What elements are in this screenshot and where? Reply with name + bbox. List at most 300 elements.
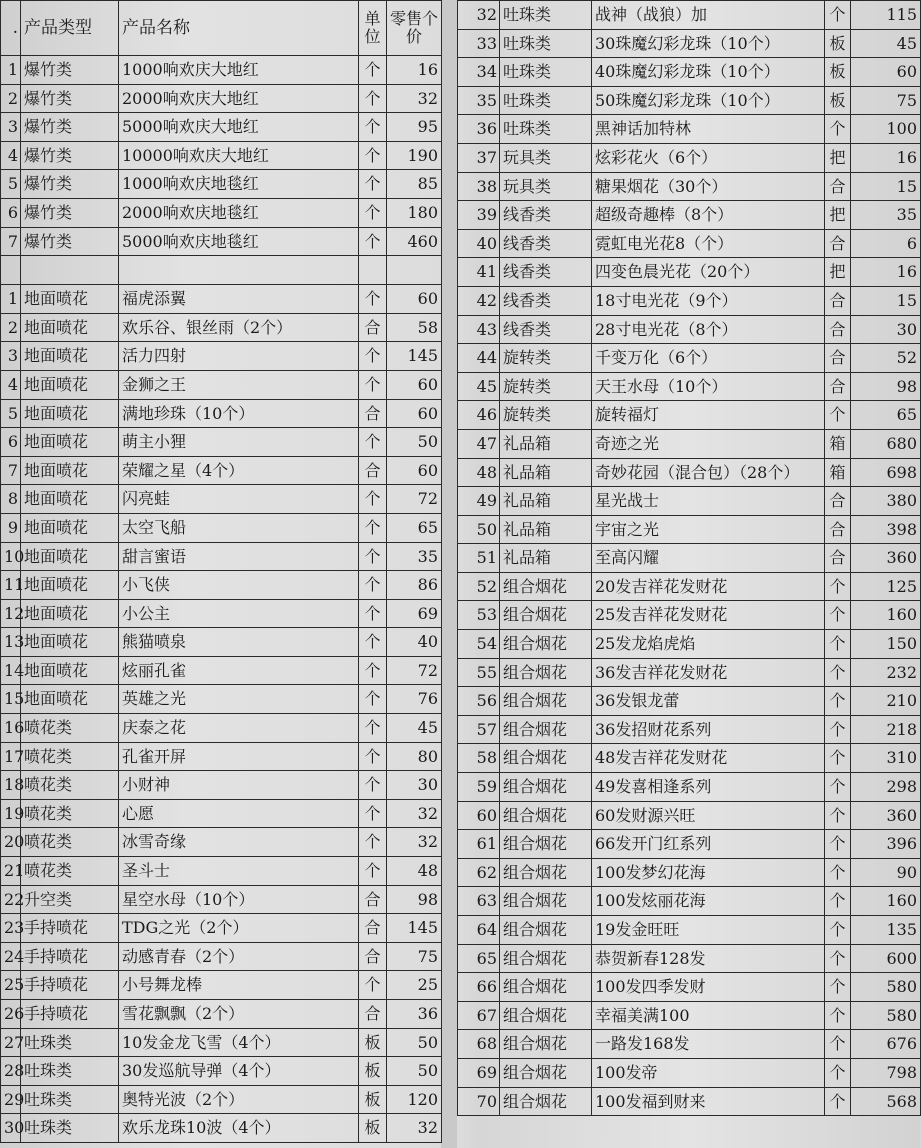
product-name: 25发吉祥花发财花 xyxy=(592,601,825,630)
product-type: 吐珠类 xyxy=(500,58,592,87)
header-price: 零售个价 xyxy=(387,1,442,56)
table-row xyxy=(458,143,921,172)
row-number: 12 xyxy=(1,599,21,628)
product-name: 36发银龙蕾 xyxy=(592,687,825,716)
unit: 个 xyxy=(825,401,851,430)
product-name: 荣耀之星（4个） xyxy=(119,456,359,485)
row-number: 6 xyxy=(1,198,21,227)
row-number: 5 xyxy=(1,170,21,199)
row-number: 18 xyxy=(1,771,21,800)
table-row xyxy=(458,572,921,601)
table-row xyxy=(458,429,921,458)
retail-price: 180 xyxy=(387,198,442,227)
retail-price: 48 xyxy=(387,857,442,886)
table-row xyxy=(458,715,921,744)
unit: 个 xyxy=(825,715,851,744)
unit: 个 xyxy=(359,828,387,857)
unit: 把 xyxy=(825,143,851,172)
retail-price xyxy=(387,256,442,285)
product-type: 组合烟花 xyxy=(500,916,592,945)
unit: 个 xyxy=(359,971,387,1000)
product-name: 28寸电光花（8个） xyxy=(592,315,825,344)
retail-price: 360 xyxy=(851,801,921,830)
retail-price: 115 xyxy=(851,1,921,30)
unit: 个 xyxy=(359,542,387,571)
product-name: 奇妙花园（混合包）（28个） xyxy=(592,458,825,487)
retail-price: 76 xyxy=(387,685,442,714)
product-name: 2000响欢庆大地红 xyxy=(119,84,359,113)
product-type: 组合烟花 xyxy=(500,773,592,802)
table-row xyxy=(458,687,921,716)
table-row xyxy=(1,599,442,628)
table-row xyxy=(1,542,442,571)
row-number: 37 xyxy=(458,143,500,172)
unit: 个 xyxy=(359,170,387,199)
unit: 个 xyxy=(359,771,387,800)
row-number: 3 xyxy=(1,342,21,371)
unit: 合 xyxy=(359,914,387,943)
retail-price: 60 xyxy=(387,399,442,428)
unit: 合 xyxy=(825,372,851,401)
product-name: 动感青春（2个） xyxy=(119,942,359,971)
product-name: 霓虹电光花8（个） xyxy=(592,229,825,258)
unit: 个 xyxy=(359,428,387,457)
product-name: 18寸电光花（9个） xyxy=(592,286,825,315)
product-type: 组合烟花 xyxy=(500,1030,592,1059)
retail-price: 80 xyxy=(387,742,442,771)
product-type: 地面喷花 xyxy=(21,685,119,714)
table-row xyxy=(1,1057,442,1086)
table-row xyxy=(458,344,921,373)
retail-price: 680 xyxy=(851,429,921,458)
row-number: 13 xyxy=(1,628,21,657)
unit: 合 xyxy=(359,456,387,485)
product-type: 吐珠类 xyxy=(500,115,592,144)
product-name: TDG之光（2个） xyxy=(119,914,359,943)
unit: 个 xyxy=(359,227,387,256)
product-type: 地面喷花 xyxy=(21,399,119,428)
row-number: 43 xyxy=(458,315,500,344)
product-name: 50珠魔幻彩龙珠（10个） xyxy=(592,86,825,115)
unit: 合 xyxy=(825,172,851,201)
table-row xyxy=(458,887,921,916)
product-type: 地面喷花 xyxy=(21,628,119,657)
table-row xyxy=(458,372,921,401)
product-type: 喷花类 xyxy=(21,742,119,771)
retail-price: 398 xyxy=(851,515,921,544)
product-type: 组合烟花 xyxy=(500,973,592,1002)
right-price-table xyxy=(457,0,921,1116)
retail-price: 69 xyxy=(387,599,442,628)
table-row xyxy=(1,170,442,199)
product-type: 爆竹类 xyxy=(21,141,119,170)
product-name: 心愿 xyxy=(119,799,359,828)
product-type: 手持喷花 xyxy=(21,942,119,971)
product-name: 66发开门红系列 xyxy=(592,830,825,859)
retail-price: 32 xyxy=(387,799,442,828)
unit xyxy=(359,256,387,285)
table-row xyxy=(458,944,921,973)
row-number: 24 xyxy=(1,942,21,971)
product-type: 组合烟花 xyxy=(500,801,592,830)
retail-price: 32 xyxy=(387,1114,442,1143)
product-type: 喷花类 xyxy=(21,771,119,800)
product-name: 活力四射 xyxy=(119,342,359,371)
product-name: 36发招财花系列 xyxy=(592,715,825,744)
product-type: 地面喷花 xyxy=(21,656,119,685)
retail-price: 145 xyxy=(387,914,442,943)
product-name: 千变万化（6个） xyxy=(592,344,825,373)
product-type: 组合烟花 xyxy=(500,687,592,716)
table-row xyxy=(458,830,921,859)
table-row xyxy=(1,742,442,771)
retail-price: 98 xyxy=(851,372,921,401)
table-row xyxy=(458,1030,921,1059)
unit: 个 xyxy=(825,1,851,30)
table-row xyxy=(1,313,442,342)
product-type: 吐珠类 xyxy=(500,86,592,115)
unit: 个 xyxy=(825,658,851,687)
product-name: 至高闪耀 xyxy=(592,544,825,573)
retail-price: 45 xyxy=(387,714,442,743)
retail-price: 145 xyxy=(387,342,442,371)
product-name: 炫丽孔雀 xyxy=(119,656,359,685)
product-name: 欢乐龙珠10波（4个） xyxy=(119,1114,359,1143)
row-number: 22 xyxy=(1,885,21,914)
table-row xyxy=(1,198,442,227)
retail-price: 65 xyxy=(851,401,921,430)
product-name: 萌主小狸 xyxy=(119,428,359,457)
unit: 个 xyxy=(359,485,387,514)
product-type: 地面喷花 xyxy=(21,599,119,628)
product-name: 5000响欢庆大地红 xyxy=(119,113,359,142)
product-type: 旋转类 xyxy=(500,344,592,373)
product-type: 爆竹类 xyxy=(21,56,119,85)
header-no: . xyxy=(1,1,21,56)
unit: 个 xyxy=(825,944,851,973)
row-number: 25 xyxy=(1,971,21,1000)
unit: 个 xyxy=(359,198,387,227)
product-type: 旋转类 xyxy=(500,401,592,430)
retail-price: 698 xyxy=(851,458,921,487)
product-name: 30发巡航导弹（4个） xyxy=(119,1057,359,1086)
retail-price: 60 xyxy=(851,58,921,87)
table-row xyxy=(458,773,921,802)
retail-price: 580 xyxy=(851,973,921,1002)
row-number: 56 xyxy=(458,687,500,716)
product-name: 金狮之王 xyxy=(119,370,359,399)
retail-price: 90 xyxy=(851,858,921,887)
unit: 个 xyxy=(359,370,387,399)
table-row xyxy=(1,84,442,113)
table-row xyxy=(458,1087,921,1116)
product-type: 线香类 xyxy=(500,286,592,315)
product-type: 组合烟花 xyxy=(500,715,592,744)
unit: 个 xyxy=(359,714,387,743)
table-row xyxy=(1,1085,442,1114)
product-name: 25发龙焰虎焰 xyxy=(592,630,825,659)
row-number: 45 xyxy=(458,372,500,401)
product-type: 喷花类 xyxy=(21,857,119,886)
product-name: 糖果烟花（30个） xyxy=(592,172,825,201)
table-row xyxy=(458,172,921,201)
product-type: 组合烟花 xyxy=(500,630,592,659)
product-name: 庆泰之花 xyxy=(119,714,359,743)
table-row xyxy=(1,370,442,399)
product-name: 1000响欢庆地毯红 xyxy=(119,170,359,199)
product-type: 喷花类 xyxy=(21,799,119,828)
retail-price: 32 xyxy=(387,84,442,113)
unit: 合 xyxy=(825,315,851,344)
retail-price: 210 xyxy=(851,687,921,716)
unit: 个 xyxy=(825,1001,851,1030)
table-row xyxy=(458,115,921,144)
unit: 个 xyxy=(359,857,387,886)
product-name: 太空飞船 xyxy=(119,513,359,542)
table-row xyxy=(458,1,921,30)
product-name: 星光战士 xyxy=(592,487,825,516)
product-type: 组合烟花 xyxy=(500,1001,592,1030)
retail-price: 32 xyxy=(387,828,442,857)
retail-price: 72 xyxy=(387,485,442,514)
row-number: 1 xyxy=(1,56,21,85)
product-name: 满地珍珠（10个） xyxy=(119,399,359,428)
product-type: 地面喷花 xyxy=(21,285,119,314)
product-type: 爆竹类 xyxy=(21,198,119,227)
row-number: 2 xyxy=(1,84,21,113)
retail-price: 85 xyxy=(387,170,442,199)
product-type: 爆竹类 xyxy=(21,113,119,142)
row-number: 50 xyxy=(458,515,500,544)
unit: 板 xyxy=(825,58,851,87)
row-number: 48 xyxy=(458,458,500,487)
product-name: 炫彩花火（6个） xyxy=(592,143,825,172)
row-number: 61 xyxy=(458,830,500,859)
product-type: 玩具类 xyxy=(500,143,592,172)
row-number: 58 xyxy=(458,744,500,773)
product-name: 超级奇趣棒（8个） xyxy=(592,201,825,230)
retail-price: 190 xyxy=(387,141,442,170)
product-type: 礼品箱 xyxy=(500,429,592,458)
retail-price: 460 xyxy=(387,227,442,256)
product-name: 战神（战狼）加 xyxy=(592,1,825,30)
retail-price: 160 xyxy=(851,601,921,630)
table-row xyxy=(458,201,921,230)
table-row xyxy=(458,916,921,945)
product-name: 英雄之光 xyxy=(119,685,359,714)
row-number: 40 xyxy=(458,229,500,258)
unit: 合 xyxy=(359,885,387,914)
retail-price: 30 xyxy=(851,315,921,344)
unit: 个 xyxy=(359,742,387,771)
retail-price: 30 xyxy=(387,771,442,800)
unit: 个 xyxy=(359,628,387,657)
product-type: 吐珠类 xyxy=(21,1057,119,1086)
row-number: 10 xyxy=(1,542,21,571)
unit: 把 xyxy=(825,201,851,230)
product-type: 喷花类 xyxy=(21,828,119,857)
row-number: 11 xyxy=(1,571,21,600)
retail-price: 16 xyxy=(387,56,442,85)
row-number: 4 xyxy=(1,141,21,170)
retail-price: 50 xyxy=(387,428,442,457)
row-number: 2 xyxy=(1,313,21,342)
product-type: 喷花类 xyxy=(21,714,119,743)
retail-price: 50 xyxy=(387,1057,442,1086)
retail-price: 600 xyxy=(851,944,921,973)
unit: 板 xyxy=(359,1057,387,1086)
row-number: 51 xyxy=(458,544,500,573)
product-name: 20发吉祥花发财花 xyxy=(592,572,825,601)
product-type: 地面喷花 xyxy=(21,513,119,542)
row-number: 27 xyxy=(1,1028,21,1057)
unit: 个 xyxy=(359,685,387,714)
product-type: 地面喷花 xyxy=(21,342,119,371)
product-type: 组合烟花 xyxy=(500,1058,592,1087)
retail-price: 676 xyxy=(851,1030,921,1059)
product-name: 小公主 xyxy=(119,599,359,628)
product-type: 地面喷花 xyxy=(21,456,119,485)
table-header-row xyxy=(1,1,442,56)
product-type: 组合烟花 xyxy=(500,572,592,601)
unit: 个 xyxy=(825,830,851,859)
unit: 个 xyxy=(359,513,387,542)
retail-price: 120 xyxy=(387,1085,442,1114)
unit: 合 xyxy=(359,399,387,428)
row-number: 63 xyxy=(458,887,500,916)
row-number: 23 xyxy=(1,914,21,943)
row-number: 29 xyxy=(1,1085,21,1114)
product-name: 一路发168发 xyxy=(592,1030,825,1059)
product-type: 地面喷花 xyxy=(21,370,119,399)
row-number: 16 xyxy=(1,714,21,743)
table-row xyxy=(1,942,442,971)
row-number: 55 xyxy=(458,658,500,687)
retail-price: 72 xyxy=(387,656,442,685)
unit: 个 xyxy=(359,342,387,371)
row-number: 19 xyxy=(1,799,21,828)
unit: 个 xyxy=(825,601,851,630)
row-number: 34 xyxy=(458,58,500,87)
product-name: 36发吉祥花发财花 xyxy=(592,658,825,687)
unit: 合 xyxy=(825,544,851,573)
unit: 个 xyxy=(359,113,387,142)
product-type: 吐珠类 xyxy=(21,1085,119,1114)
retail-price: 50 xyxy=(387,1028,442,1057)
unit: 个 xyxy=(359,571,387,600)
product-name: 欢乐谷、银丝雨（2个） xyxy=(119,313,359,342)
row-number xyxy=(1,256,21,285)
row-number: 52 xyxy=(458,572,500,601)
product-name: 雪花飘飘（2个） xyxy=(119,1000,359,1029)
product-type: 地面喷花 xyxy=(21,485,119,514)
unit: 合 xyxy=(359,313,387,342)
row-number: 49 xyxy=(458,487,500,516)
retail-price: 396 xyxy=(851,830,921,859)
row-number: 8 xyxy=(1,485,21,514)
product-name: 奥特光波（2个） xyxy=(119,1085,359,1114)
unit: 合 xyxy=(825,487,851,516)
table-row xyxy=(1,428,442,457)
product-name: 小飞侠 xyxy=(119,571,359,600)
unit: 个 xyxy=(359,599,387,628)
product-type: 爆竹类 xyxy=(21,170,119,199)
table-row xyxy=(458,544,921,573)
unit: 个 xyxy=(825,572,851,601)
product-type: 礼品箱 xyxy=(500,544,592,573)
product-type: 线香类 xyxy=(500,229,592,258)
product-type: 地面喷花 xyxy=(21,571,119,600)
unit: 合 xyxy=(359,1000,387,1029)
row-number: 32 xyxy=(458,1,500,30)
unit: 个 xyxy=(359,84,387,113)
retail-price: 380 xyxy=(851,487,921,516)
unit: 合 xyxy=(825,344,851,373)
unit: 个 xyxy=(825,744,851,773)
unit: 合 xyxy=(825,229,851,258)
product-name: 100发福到财来 xyxy=(592,1087,825,1116)
table-row xyxy=(1,1000,442,1029)
table-row xyxy=(1,571,442,600)
unit: 个 xyxy=(825,1087,851,1116)
row-number: 64 xyxy=(458,916,500,945)
row-number: 66 xyxy=(458,973,500,1002)
table-row xyxy=(458,458,921,487)
unit: 把 xyxy=(825,258,851,287)
row-number: 70 xyxy=(458,1087,500,1116)
row-number: 20 xyxy=(1,828,21,857)
row-number: 62 xyxy=(458,858,500,887)
product-name: 小号舞龙棒 xyxy=(119,971,359,1000)
unit: 合 xyxy=(825,286,851,315)
product-name xyxy=(119,256,359,285)
retail-price: 100 xyxy=(851,115,921,144)
table-row xyxy=(1,971,442,1000)
product-name: 幸福美满100 xyxy=(592,1001,825,1030)
retail-price: 75 xyxy=(851,86,921,115)
product-name: 2000响欢庆地毯红 xyxy=(119,198,359,227)
retail-price: 15 xyxy=(851,286,921,315)
row-number: 17 xyxy=(1,742,21,771)
product-type: 吐珠类 xyxy=(500,29,592,58)
retail-price: 25 xyxy=(387,971,442,1000)
row-number: 57 xyxy=(458,715,500,744)
unit: 个 xyxy=(825,858,851,887)
row-number: 6 xyxy=(1,428,21,457)
row-number: 33 xyxy=(458,29,500,58)
row-number: 4 xyxy=(1,370,21,399)
retail-price: 135 xyxy=(851,916,921,945)
row-number: 26 xyxy=(1,1000,21,1029)
retail-price: 45 xyxy=(851,29,921,58)
row-number: 68 xyxy=(458,1030,500,1059)
product-type: 组合烟花 xyxy=(500,744,592,773)
row-number: 15 xyxy=(1,685,21,714)
retail-price: 568 xyxy=(851,1087,921,1116)
product-name: 10发金龙飞雪（4个） xyxy=(119,1028,359,1057)
product-name: 冰雪奇缘 xyxy=(119,828,359,857)
product-type: 组合烟花 xyxy=(500,601,592,630)
row-number: 7 xyxy=(1,456,21,485)
product-type: 礼品箱 xyxy=(500,458,592,487)
table-row xyxy=(458,229,921,258)
unit: 板 xyxy=(825,86,851,115)
product-type: 升空类 xyxy=(21,885,119,914)
table-row xyxy=(458,258,921,287)
retail-price: 60 xyxy=(387,285,442,314)
unit: 板 xyxy=(359,1114,387,1143)
row-number: 47 xyxy=(458,429,500,458)
